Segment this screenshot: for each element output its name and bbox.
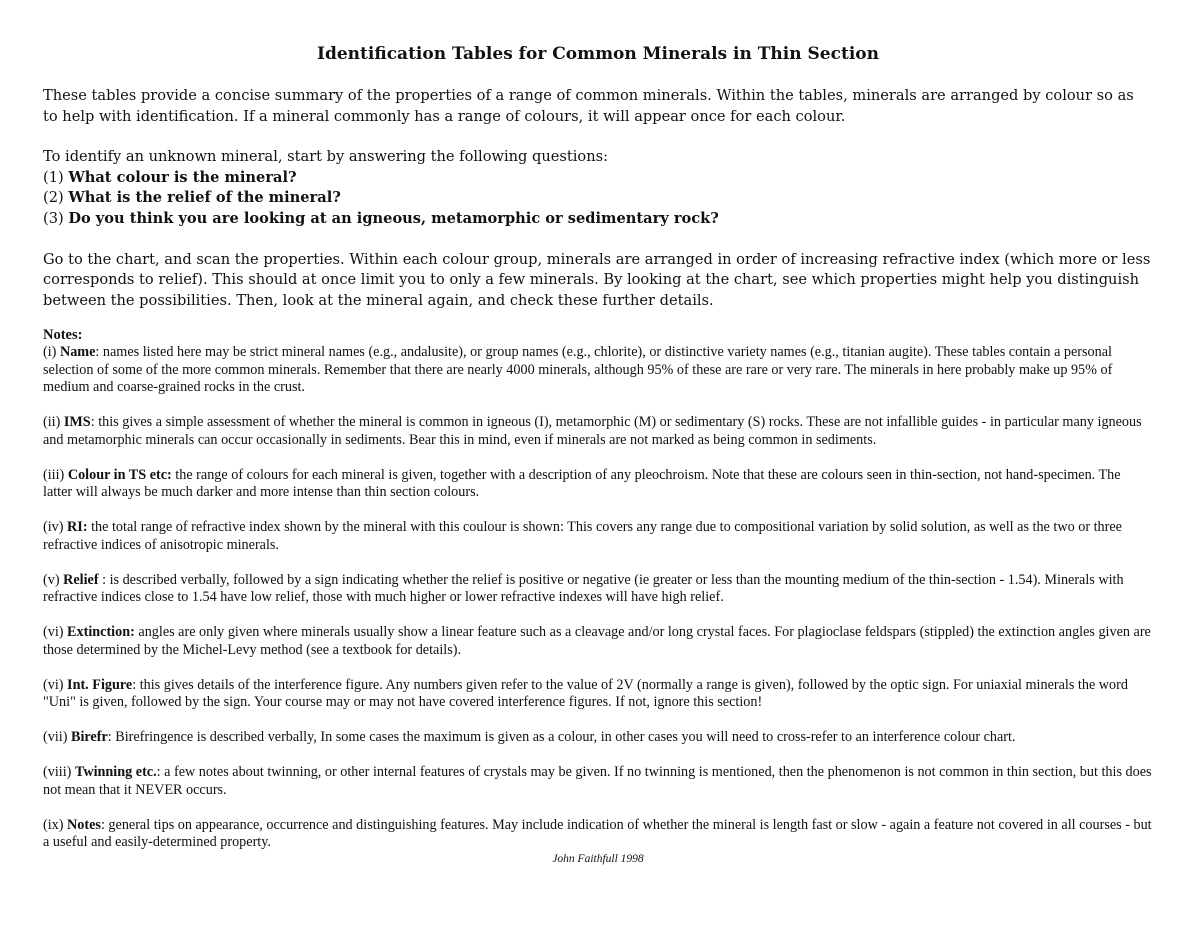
note-term: Birefr (70, 729, 108, 746)
note-item (43, 519, 1153, 554)
note-item (43, 677, 1153, 712)
note-term: Relief (63, 571, 99, 588)
question-number: (2) (43, 189, 64, 207)
intro-paragraph: These tables provide a concise summary of the properties of a range of common minerals. Within the tables, minerals are arranged by colour so as to help with identification. If a mineral commonly has a range of colours, it will appear once for each colour. (43, 87, 1134, 125)
questions-lead: To identify an unknown mineral, start by answering the following questions: (43, 148, 609, 166)
question-text: Do you think you are looking at an igneous, metamorphic or sedimentary rock? (68, 209, 719, 227)
note-item (43, 729, 1153, 747)
note-term: IMS (63, 414, 91, 431)
note-term: RI: (67, 519, 88, 536)
note-term: Name (59, 344, 96, 361)
note-term: Notes (67, 816, 101, 833)
note-text: angles are only given where minerals usually show a linear feature such as a cleavage and/or long crystal faces. For plagioclase feldspars (stippled) the extinction angles given are those determined by the Michel-Levy method (see a textbook for details). (43, 624, 1151, 658)
note-text: : names listed here may be strict mineral names (e.g., andalusite), or group names (e.g., chlorite), or distinctive variety names (e.g., titanian augite). These tables contain a personal selection of some of the more common minerals. Remember that there are nearly 4000 minerals, although 95% of these are rare or very rare. The minerals in here probably make up 95% of medium and coarse-grained rocks in the crust. (43, 344, 1113, 396)
note-term: Int. Figure (67, 676, 133, 693)
note-item (43, 624, 1153, 659)
question-number: (3) (43, 209, 64, 227)
note-number: (ii) (43, 414, 61, 431)
author-credit: John Faithfull 1998 (552, 852, 644, 865)
note-text: : this gives a simple assessment of whether the mineral is common in igneous (I), metamorphic (M) or sedimentary (S) rocks. These are not infallible guides - in particular many igneous and metamorphic minerals can occur occasionally in sediments. Bear this in mind, even if minerals are not marked as being common in sediments. (43, 414, 1142, 448)
note-number: (vi) (43, 676, 64, 693)
chart-instructions-paragraph: Go to the chart, and scan the properties. Within each colour group, minerals are arranged in order of increasing refractive index (which more or less corresponds to relief). This should at once limit you to only a few minerals. By looking at the chart, see which properties might help you distinguish between the possibilities. Then, look at the mineral again, and check these further details. (43, 250, 1151, 309)
note-item (43, 344, 1153, 397)
notes-heading: Notes: (43, 327, 83, 344)
note-number: (vi) (43, 624, 64, 641)
page-title: Identification Tables for Common Minerals in Thin Section (317, 44, 879, 64)
note-text: : Birefringence is described verbally, In some cases the maximum is given as a colour, in other cases you will need to cross-refer to an interference colour chart. (107, 729, 1016, 746)
note-item (43, 764, 1153, 799)
note-number: (viii) (43, 764, 72, 781)
note-number: (i) (43, 344, 57, 361)
note-text: : general tips on appearance, occurrence and distinguishing features. May include indication of whether the mineral is length fast or slow - again a feature not covered in all courses - but a useful and easily-determined property. (43, 816, 1152, 851)
note-item (43, 572, 1153, 607)
document-page (43, 44, 1153, 866)
note-number: (iv) (43, 519, 64, 536)
question-item (43, 168, 1153, 189)
question-number: (1) (43, 168, 64, 186)
question-text: What is the relief of the mineral? (68, 189, 341, 207)
note-term: Colour in TS etc: (67, 466, 172, 483)
note-item (43, 467, 1153, 502)
note-text: : is described verbally, followed by a sign indicating whether the relief is positive or negative (ie greater or less than the mounting medium of the thin-section - 1.54). Minerals with refractive indices close to 1.54 have low relief, those with much higher or lower refractive indexes will have high relief. (43, 571, 1124, 606)
note-number: (vii) (43, 729, 68, 746)
spacer (43, 127, 1153, 147)
note-text: the total range of refractive index shown by the mineral with this coulour is shown: This covers any range due to compositional variation by solid solution, as well as the two or three refractive indices of anisotropic minerals. (43, 519, 1122, 553)
note-number: (v) (43, 571, 60, 588)
question-item (43, 209, 1153, 230)
spacer (43, 230, 1153, 250)
note-item (43, 414, 1153, 449)
note-text: the range of colours for each mineral is given, together with a description of any pleochroism. Note that these are colours seen in thin-section, not hand-specimen. The latter will always be much darker and more intense than thin section colours. (43, 466, 1121, 501)
note-text: : a few notes about twinning, or other internal features of crystals may be given. If no twinning is mentioned, then the phenomenon is not common in thin section, but this does not mean that it NEVER occurs. (43, 764, 1152, 798)
question-text: What colour is the mineral? (68, 168, 297, 186)
note-number: (iii) (43, 466, 65, 483)
note-term: Twinning etc. (74, 764, 157, 781)
question-item (43, 188, 1153, 209)
note-text: : this gives details of the interference figure. Any numbers given refer to the value of 2V (normally a range is given), followed by the optic sign. For uniaxial minerals the word "Uni" is given, followed by the sign. Your course may or may not have covered interference figures. If not, ignore this section! (43, 676, 1128, 711)
note-number: (ix) (43, 816, 64, 833)
note-item (43, 817, 1153, 852)
note-term: Extinction: (67, 624, 135, 641)
